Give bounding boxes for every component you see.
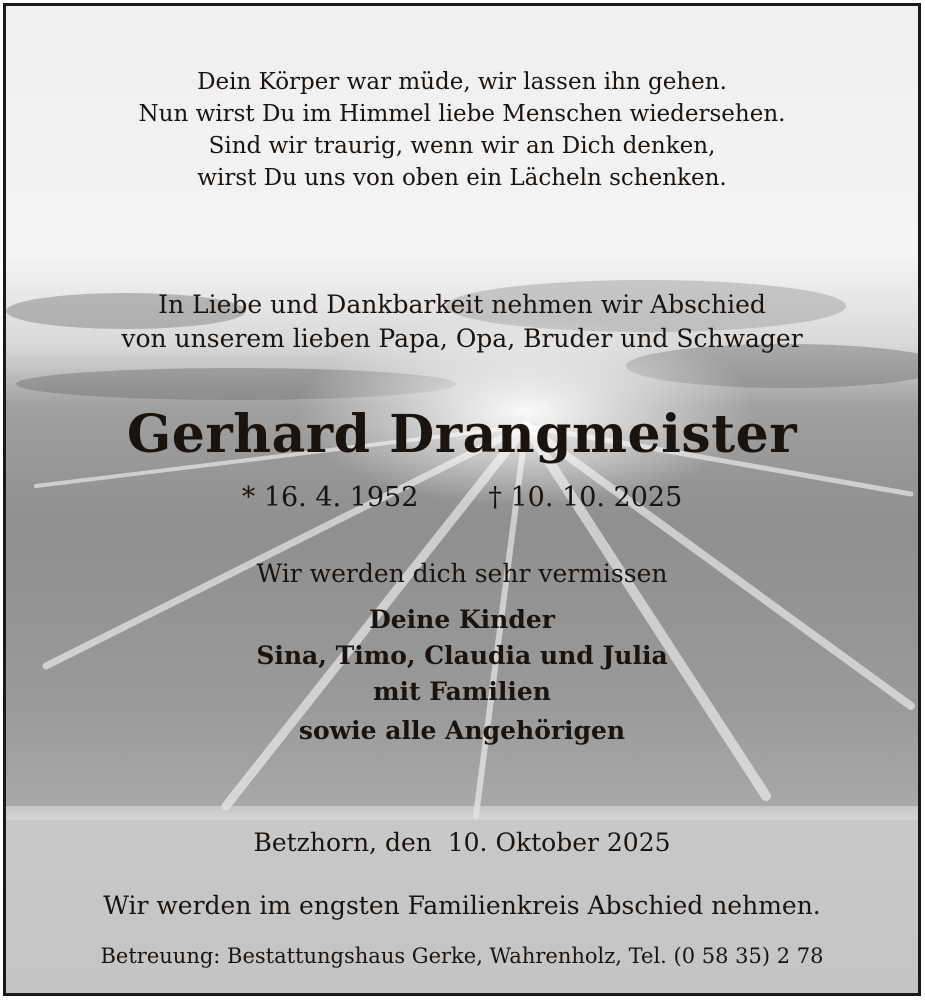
farewell-intro xyxy=(6,288,918,356)
death-date: † 10. 10. 2025 xyxy=(488,482,683,513)
miss-line: Wir werden dich sehr vermissen xyxy=(256,559,668,588)
ceremony-note: Wir werden im engsten Familienkreis Abschied nehmen. xyxy=(103,891,821,920)
birth-date: * 16. 4. 1952 xyxy=(241,482,419,513)
poem-line: Sind wir traurig, wenn wir an Dich denken, xyxy=(208,133,716,159)
life-dates xyxy=(6,482,918,513)
intro-line: von unserem lieben Papa, Opa, Bruder und Schwager xyxy=(121,324,803,353)
family-line: mit Familien xyxy=(373,677,551,706)
relatives-line: sowie alle Angehörigen xyxy=(298,716,626,745)
family-line: Deine Kinder xyxy=(369,605,555,634)
poem xyxy=(6,66,918,194)
poem-line: Nun wirst Du im Himmel liebe Menschen wiedersehen. xyxy=(138,101,786,127)
poem-line: Dein Körper war müde, wir lassen ihn gehen. xyxy=(197,69,727,95)
obituary-notice xyxy=(3,3,921,996)
family-signatures xyxy=(6,602,918,710)
intro-line: In Liebe und Dankbarkeit nehmen wir Abschied xyxy=(158,290,766,319)
poem-line: wirst Du uns von oben ein Lächeln schenken. xyxy=(197,165,727,191)
deceased-name: Gerhard Drangmeister xyxy=(126,404,798,465)
place-date: Betzhorn, den 10. Oktober 2025 xyxy=(253,828,671,857)
funeral-service-info: Betreuung: Bestattungshaus Gerke, Wahrenholz, Tel. (0 58 35) 2 78 xyxy=(100,944,824,968)
family-line: Sina, Timo, Claudia und Julia xyxy=(256,641,668,670)
